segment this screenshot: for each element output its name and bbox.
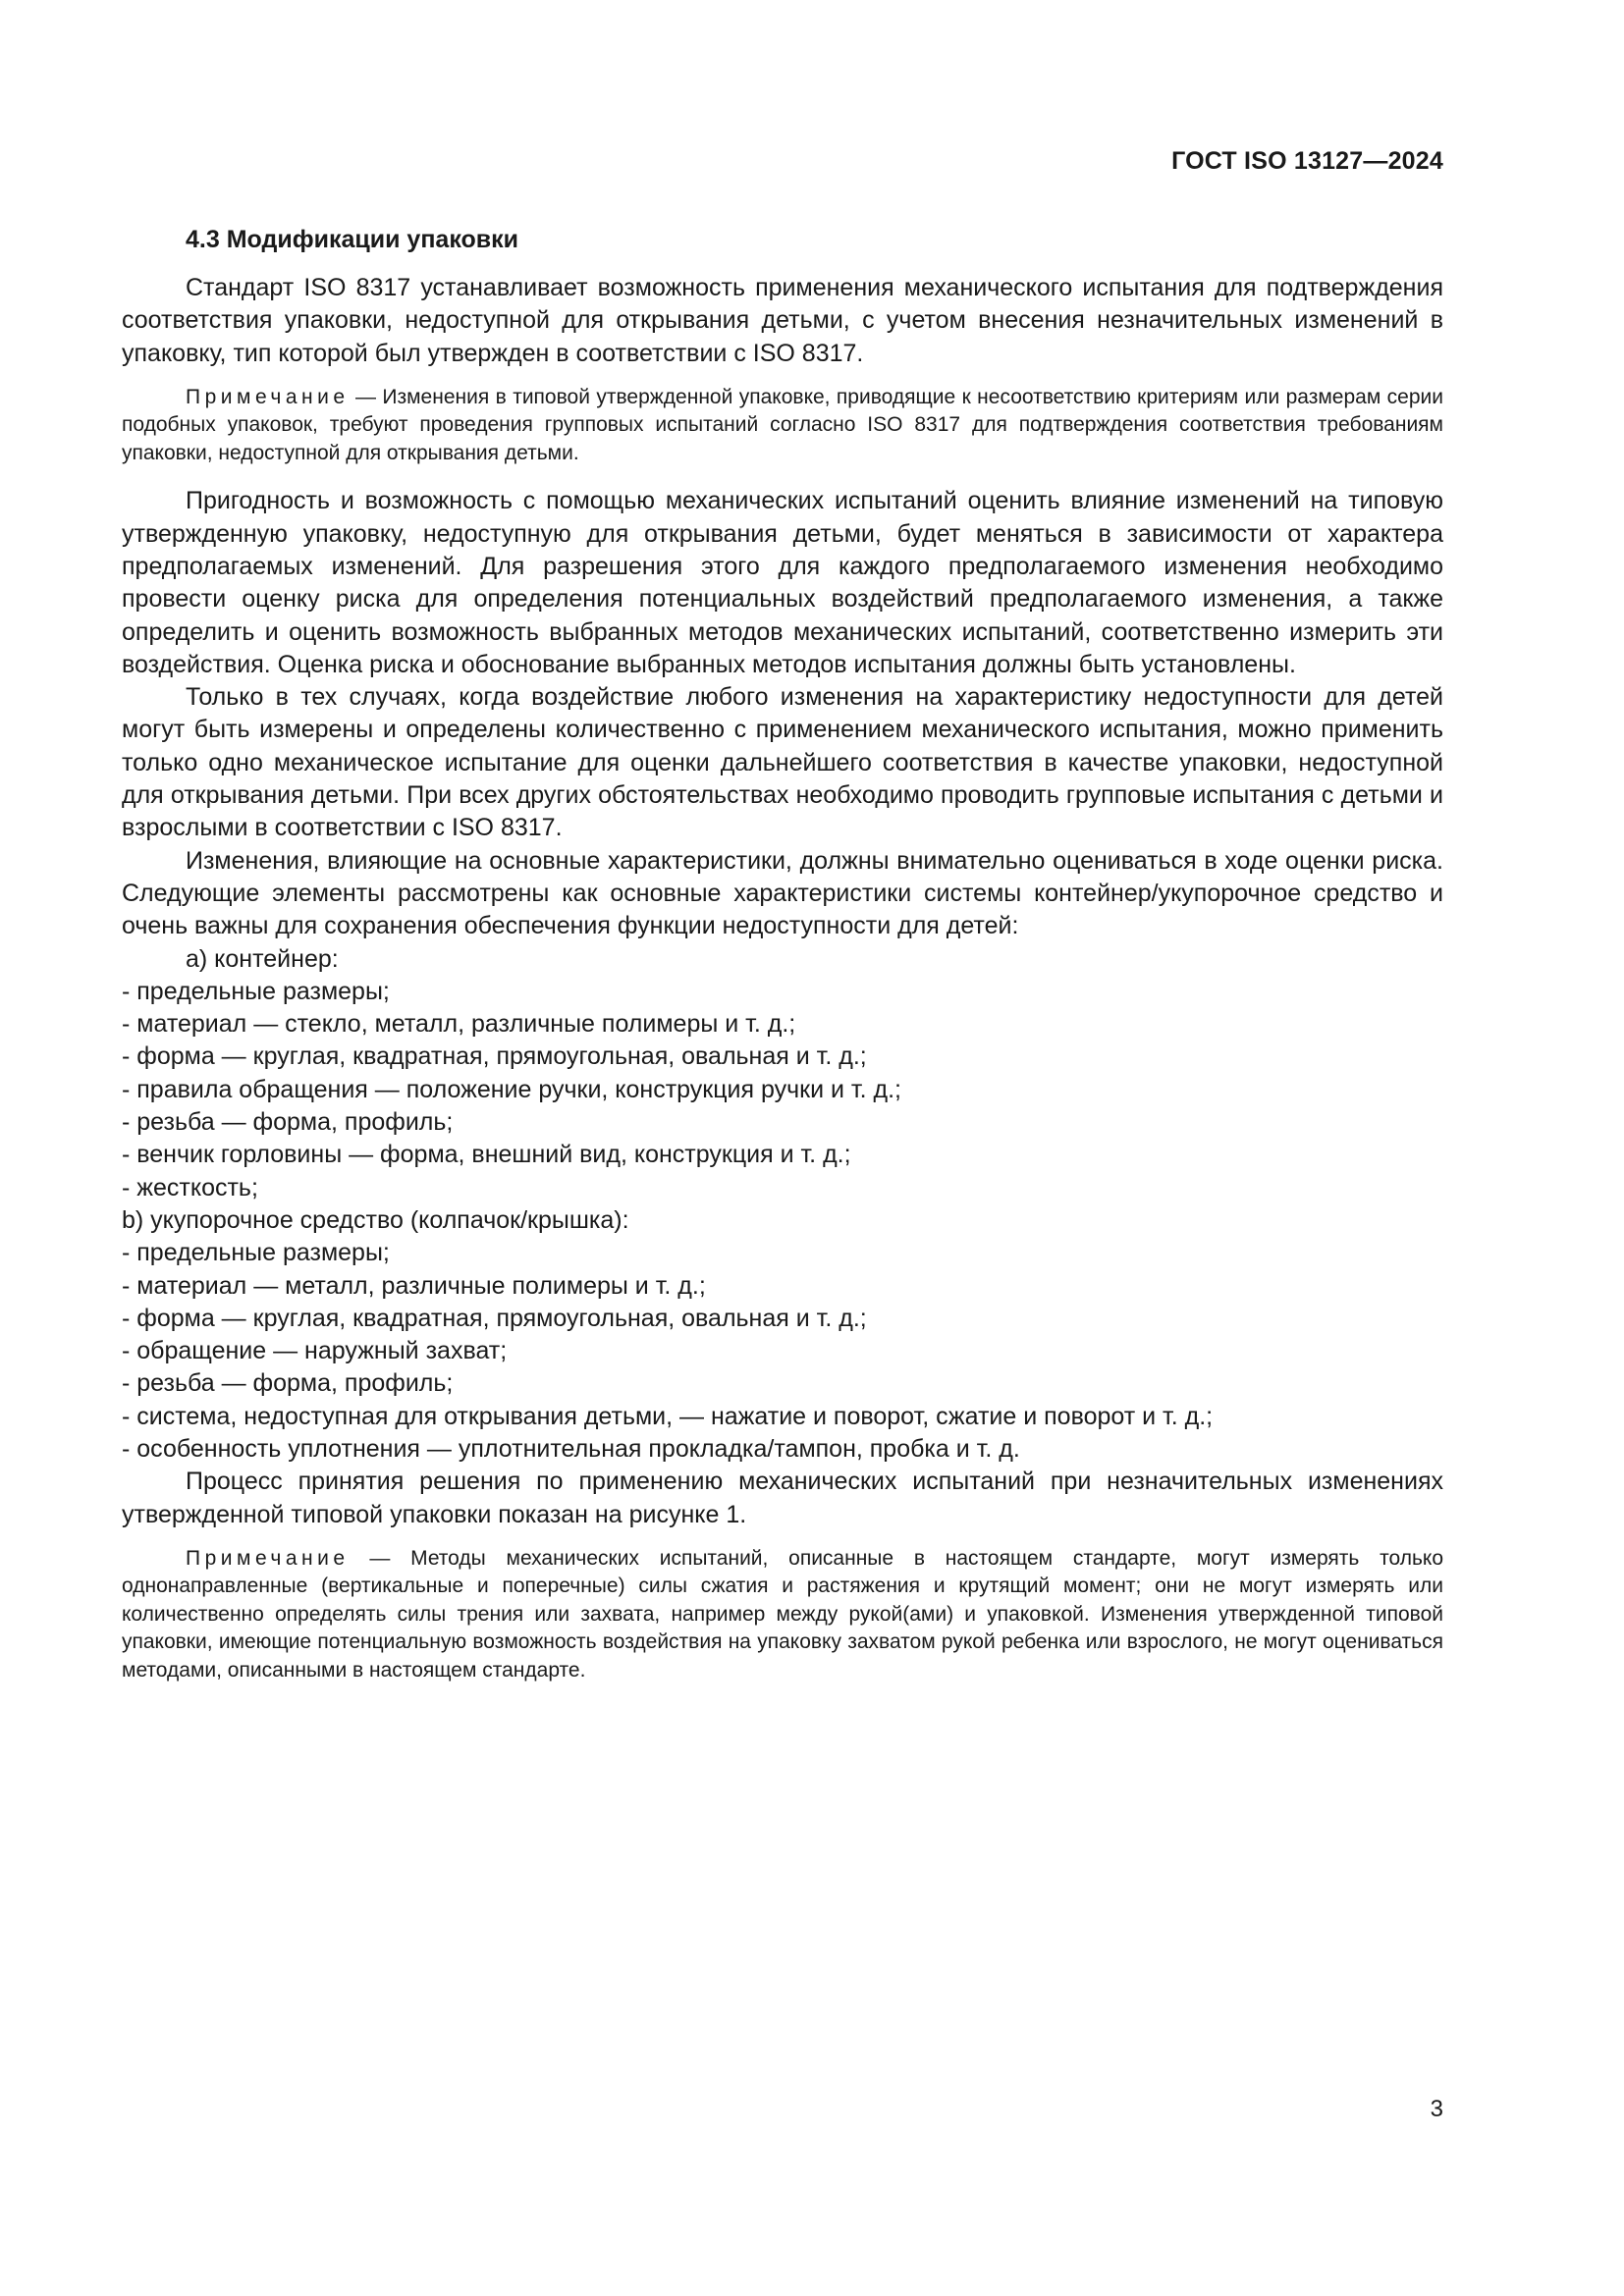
list-item: - предельные размеры; [122,977,390,1005]
characteristics-list [122,943,1443,1467]
list-item: - предельные размеры; [122,1239,390,1267]
list-item: - материал — стекло, металл, различные полимеры и т. д.; [122,1010,796,1039]
list-item: - жесткость; [122,1173,258,1201]
document-id-header: ГОСТ ISO 13127—2024 [1171,147,1443,175]
list-item: - форма — круглая, квадратная, прямоугольная, овальная и т. д.; [122,1304,867,1332]
note-label: Примечание [186,1546,350,1570]
paragraph-risk-assessment: Пригодность и возможность с помощью механических испытаний оценить влияние изменений на типовую утвержденную упаковку, недоступную для открывания детьми, будет меняться в зависимости от характера предполагаемых изменений. Для разрешения этого для каждого предполагаемого изменения необходимо провести оценку риска для определения потенциальных воздействий предполагаемого изменения, а также определить и оценить возможность выбранных методов механических испытаний, соответственно измерить эти воздействия. Оценка риска и обоснование выбранных методов испытания должны быть установлены. [122,487,1443,678]
list-item: - правила обращения — положение ручки, конструкция ручки и т. д.; [122,1075,901,1103]
note-label: Примечание [186,385,350,408]
paragraph-main-characteristics: Изменения, влияющие на основные характеристики, должны внимательно оцениваться в ходе оценки риска. Следующие элементы рассмотрены как основные характеристики системы контейнер/укупорочное средство и очень важны для сохранения обеспечения функции недоступности для детей: [122,846,1443,940]
list-item: - система, недоступная для открывания детьми, — нажатие и поворот, сжатие и поворот и т. д.; [122,1402,1214,1430]
list-item: - резьба — форма, профиль; [122,1369,454,1398]
paragraph-iso-8317-scope: Стандарт ISO 8317 устанавливает возможность применения механического испытания для подтверждения соответствия упаковки, недоступной для открывания детьми, с учетом внесения незначительных изменений в упаковку, тип которой был утвержден в соответствии с ISO 8317. [122,274,1443,367]
note-mechanical-test-limits [122,1545,1443,1685]
paragraph-single-mechanical-test: Только в тех случаях, когда воздействие любого изменения на характеристику недоступности для детей могут быть измерены и определены количественно с применением механического испытания, можно применить только одно механическое испытание для оценки дальнейшего соответствия в качестве упаковки, недоступной для открывания детьми. При всех других обстоятельствах необходимо проводить групповые испытания с детьми и взрослыми в соответствии с ISO 8317. [122,683,1443,842]
page-number: 3 [1430,2096,1443,2122]
list-heading-closure: b) укупорочное средство (колпачок/крышка): [122,1205,629,1234]
list-item: - особенность уплотнения — уплотнительная прокладка/тампон, пробка и т. д. [122,1435,1020,1463]
paragraph-decision-process: Процесс принятия решения по применению механических испытаний при незначительных изменениях утвержденной типовой упаковки показан на рисунке 1. [122,1468,1443,1528]
list-heading-container: a) контейнер: [186,944,339,973]
list-item: - венчик горловины — форма, внешний вид, конструкция и т. д.; [122,1141,851,1169]
document-body [122,224,1443,1702]
list-item: - материал — металл, различные полимеры и т. д.; [122,1271,706,1300]
list-item: - резьба — форма, профиль; [122,1108,454,1137]
note-text: — Методы механических испытаний, описанные в настоящем стандарте, могут измерять только однонаправленные (вертикальные и поперечные) силы сжатия и растяжения и крутящий момент; они не могут измерять или количественно определять силы трения или захвата, например между рукой(ами) и упаковкой. Изменения утвержденной типовой упаковки, имеющие потенциальную возможность воздействия на упаковку захватом рукой ребенка или взрослого, не могут оцениваться методами, описанными в настоящем стандарте. [122,1546,1443,1682]
list-item: - обращение — наружный захват; [122,1337,508,1365]
section-title: 4.3 Модификации упаковки [186,226,519,253]
note-group-testing [122,384,1443,468]
list-item: - форма — круглая, квадратная, прямоугольная, овальная и т. д.; [122,1042,867,1071]
note-text: — Изменения в типовой утвержденной упаковке, приводящие к несоответствию критериям или размерам серии подобных упаковок, требуют проведения групповых испытаний согласно ISO 8317 для подтверждения соответствия требованиям упаковки, недоступной для открывания детьми. [122,385,1443,464]
